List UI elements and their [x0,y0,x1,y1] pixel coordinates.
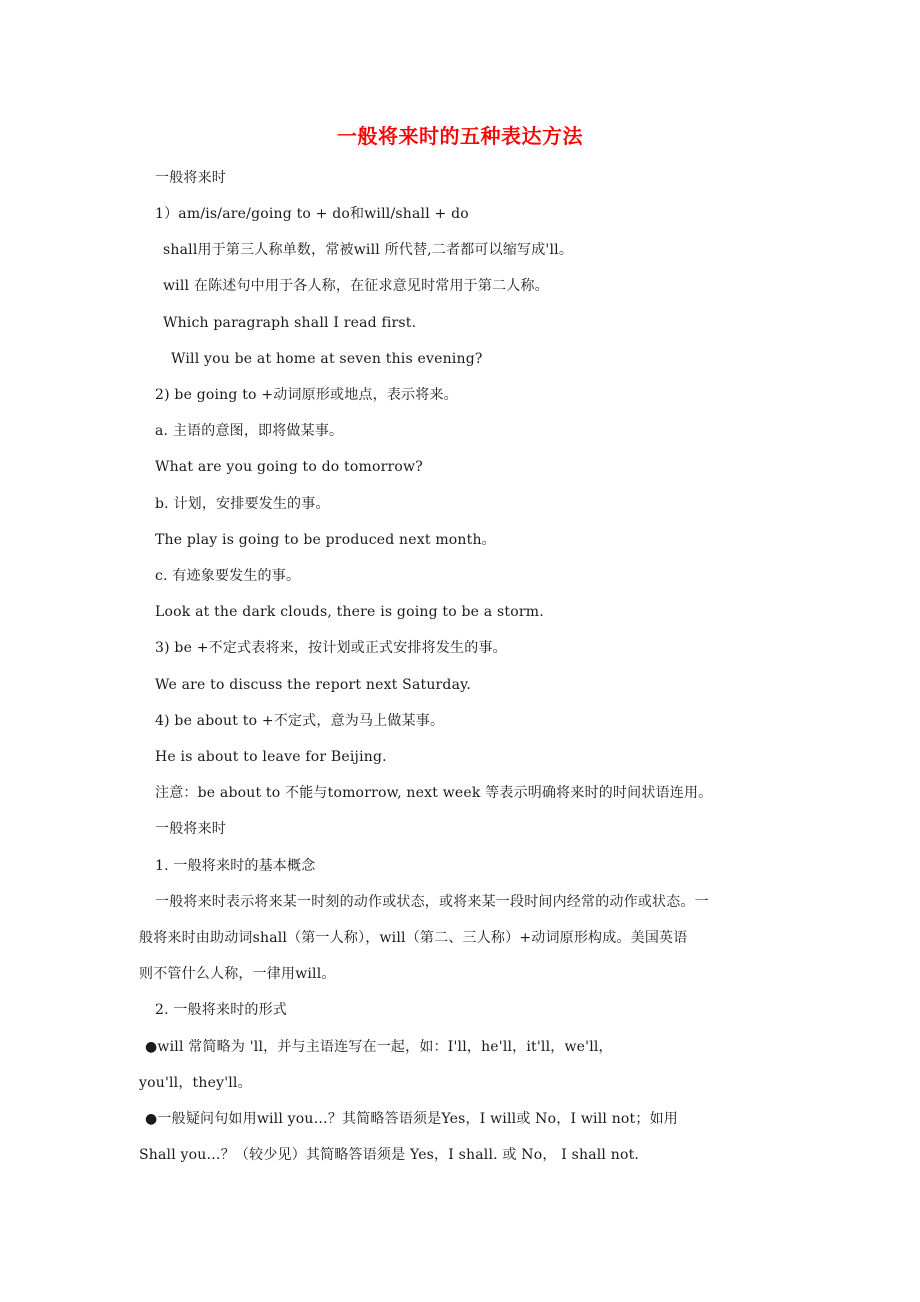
paragraph: shall用于第三人称单数，常被will 所代替,二者都可以缩写成'll。 [163,242,574,258]
subsection-heading: 1. 一般将来时的基本概念 [155,858,316,874]
paragraph: 般将来时由助动词shall（第一人称），will（第二、三人称）+动词原形构成。美国英语 [139,930,688,946]
rule-heading: 1）am/is/are/going to + do和will/shall + do [155,206,469,222]
example-sentence: The play is going to be produced next month。 [155,532,496,548]
subsection-heading: 2. 一般将来时的形式 [155,1002,288,1018]
bullet-item-continuation: Shall you…？（较少见）其简略答语须是 Yes，I shall. 或 No， I shall not. [139,1147,640,1163]
rule-heading: 2) be going to +动词原形或地点，表示将来。 [155,387,458,403]
example-sentence: Which paragraph shall I read first. [163,315,417,331]
paragraph: 则不管什么人称，一律用will。 [139,966,336,982]
example-sentence: We are to discuss the report next Saturday. [155,677,472,693]
section-heading: 一般将来时 [155,821,226,837]
sub-point: c. 有迹象要发生的事。 [155,568,301,584]
bullet-item-continuation: you'll，they'll。 [139,1075,252,1091]
rule-heading: 3) be +不定式表将来，按计划或正式安排将发生的事。 [155,640,507,656]
example-sentence: Look at the dark clouds, there is going to be a storm. [155,604,544,620]
rule-heading: 4) be about to +不定式，意为马上做某事。 [155,713,445,729]
paragraph: 一般将来时表示将来某一时刻的动作或状态，或将来某一段时间内经常的动作或状态。一 [155,894,709,910]
example-sentence: Will you be at home at seven this evening? [171,351,483,367]
section-heading: 一般将来时 [155,170,226,186]
sub-point: a. 主语的意图，即将做某事。 [155,423,344,439]
sub-point: b. 计划，安排要发生的事。 [155,496,330,512]
example-sentence: He is about to leave for Beijing. [155,749,387,765]
paragraph: will 在陈述句中用于各人称，在征求意见时常用于第二人称。 [163,278,549,294]
bullet-item: ●will 常简略为 'll，并与主语连写在一起，如：I'll，he'll，it'll，we'll， [145,1039,613,1055]
document-title: 一般将来时的五种表达方法 [337,124,583,148]
example-sentence: What are you going to do tomorrow? [155,459,423,475]
note: 注意：be about to 不能与tomorrow, next week 等表示明确将来时的时间状语连用。 [155,785,713,801]
bullet-item: ●一般疑问句如用will you…？其简略答语须是Yes，I will或 No，I will not；如用 [145,1111,678,1127]
